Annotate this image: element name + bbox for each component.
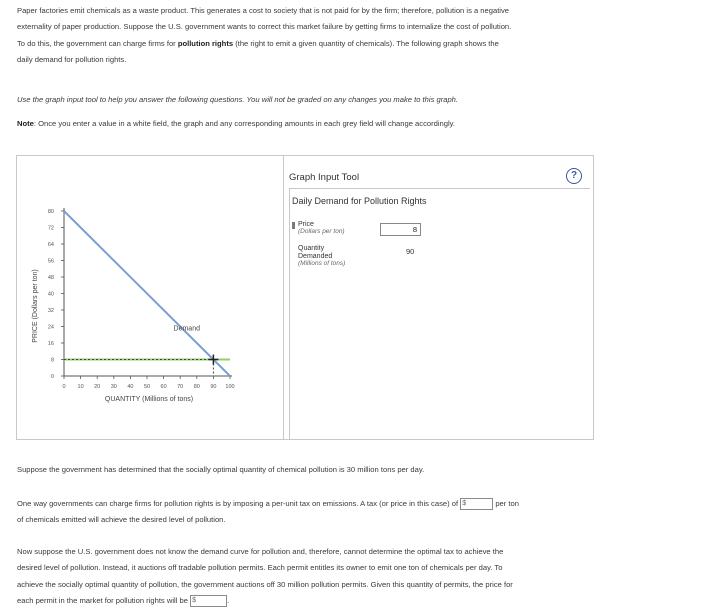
- note-text: Note: Once you enter a value in a white field, the graph and any corresponding amounts in each grey field will change accordingly.: [17, 119, 456, 128]
- graph-area: [17, 156, 283, 439]
- question-3: Now suppose the U.S. government does not know the demand curve for pollution and, therefore, cannot determine the optimal tax to achieve the desired level of pollution. Instead, it auctions off tradable pollution permits. Each permit entitles its owner to emit one ton of chemicals per day. To achieve the socially optimal quantity of pollution, the government auctions off 30 million pollution permits. Given this quantity of permits, the price for each permit in the market for pollution rights will be $ .: [17, 547, 513, 605]
- y-axis-label: PRICE (Dollars per ton): [32, 269, 39, 343]
- intro-line-3: To do this, the government can charge firms for pollution rights (the right to emit a given quantity of chemicals). The following graph shows the: [17, 38, 499, 48]
- price-input[interactable]: 8: [380, 223, 421, 236]
- x-tick-label: 40: [127, 384, 134, 390]
- x-tick-label: 60: [160, 384, 167, 390]
- question-2: One way governments can charge firms for pollution rights is by imposing a per-unit tax on emissions. A tax (or price in this case) of $ per ton of chemicals emitted will achieve the desired level of pollution.: [17, 499, 519, 525]
- price-marker-icon: [292, 222, 295, 229]
- x-tick-label: 30: [110, 384, 117, 390]
- y-tick-label: 72: [47, 225, 54, 232]
- graph-input-tool: [283, 156, 593, 439]
- instructions-text: Use the graph input tool to help you answer the following questions. You will not be graded on any changes you make to this graph.: [17, 95, 459, 104]
- permit-price-input[interactable]: $: [190, 595, 227, 607]
- x-tick-label: 0: [62, 384, 66, 390]
- price-label: Price (Dollars per ton): [298, 221, 345, 235]
- y-tick-label: 24: [47, 324, 54, 331]
- intro-line-1: Paper factories emit chemicals as a waste product. This generates a cost to society that is not paid for by the firm; therefore, pollution is a negative: [17, 6, 510, 15]
- demand-curve-label: Demand: [173, 325, 200, 333]
- graph-panel: [16, 155, 594, 440]
- note-label: Note: [17, 119, 34, 128]
- y-tick-label: 48: [47, 275, 54, 281]
- intro-line-4: daily demand for pollution rights.: [17, 54, 127, 64]
- tool-input-box: [289, 188, 590, 439]
- x-tick-label: 20: [94, 384, 101, 390]
- help-icon[interactable]: ?: [566, 168, 582, 184]
- pollution-rights-term: pollution rights: [177, 38, 234, 48]
- x-tick-label: 100: [225, 384, 235, 390]
- y-tick-label: 40: [47, 291, 54, 298]
- intro-line-2: externality of paper production. Suppose the U.S. government wants to correct this market failure by getting firms to internalize the cost of pollution.: [17, 22, 512, 32]
- y-tick-label: 8: [50, 357, 54, 364]
- quantity-unit: (Millions of tons): [298, 260, 346, 267]
- y-tick-label: 56: [47, 258, 54, 265]
- quantity-demanded-value: 90: [406, 247, 415, 256]
- y-tick-label: 16: [47, 341, 54, 347]
- x-tick-label: 80: [193, 384, 200, 390]
- x-tick-label: 70: [177, 384, 184, 390]
- x-axis-label: QUANTITY (Millions of tons): [104, 396, 194, 403]
- tax-input[interactable]: $: [460, 498, 493, 510]
- question-1-text: Suppose the government has determined that the socially optimal quantity of chemical pollution is 30 million tons per day.: [17, 465, 425, 474]
- demand-curve: [64, 211, 230, 376]
- tool-title: Graph Input Tool: [289, 172, 360, 183]
- tool-subtitle: Daily Demand for Pollution Rights: [292, 196, 427, 206]
- quantity-label: Quantity Demanded (Millions of tons): [298, 245, 346, 267]
- y-tick-label: 64: [47, 242, 54, 248]
- x-tick-label: 10: [77, 384, 84, 390]
- y-tick-label: 0: [50, 374, 54, 380]
- price-unit: (Dollars per ton): [298, 228, 345, 235]
- demand-chart[interactable]: [17, 156, 283, 439]
- y-tick-label: 80: [47, 209, 54, 215]
- intro-paragraph: [17, 3, 697, 68]
- x-tick-label: 50: [143, 384, 151, 390]
- y-tick-label: 32: [47, 308, 54, 314]
- x-tick-label: 90: [210, 384, 217, 390]
